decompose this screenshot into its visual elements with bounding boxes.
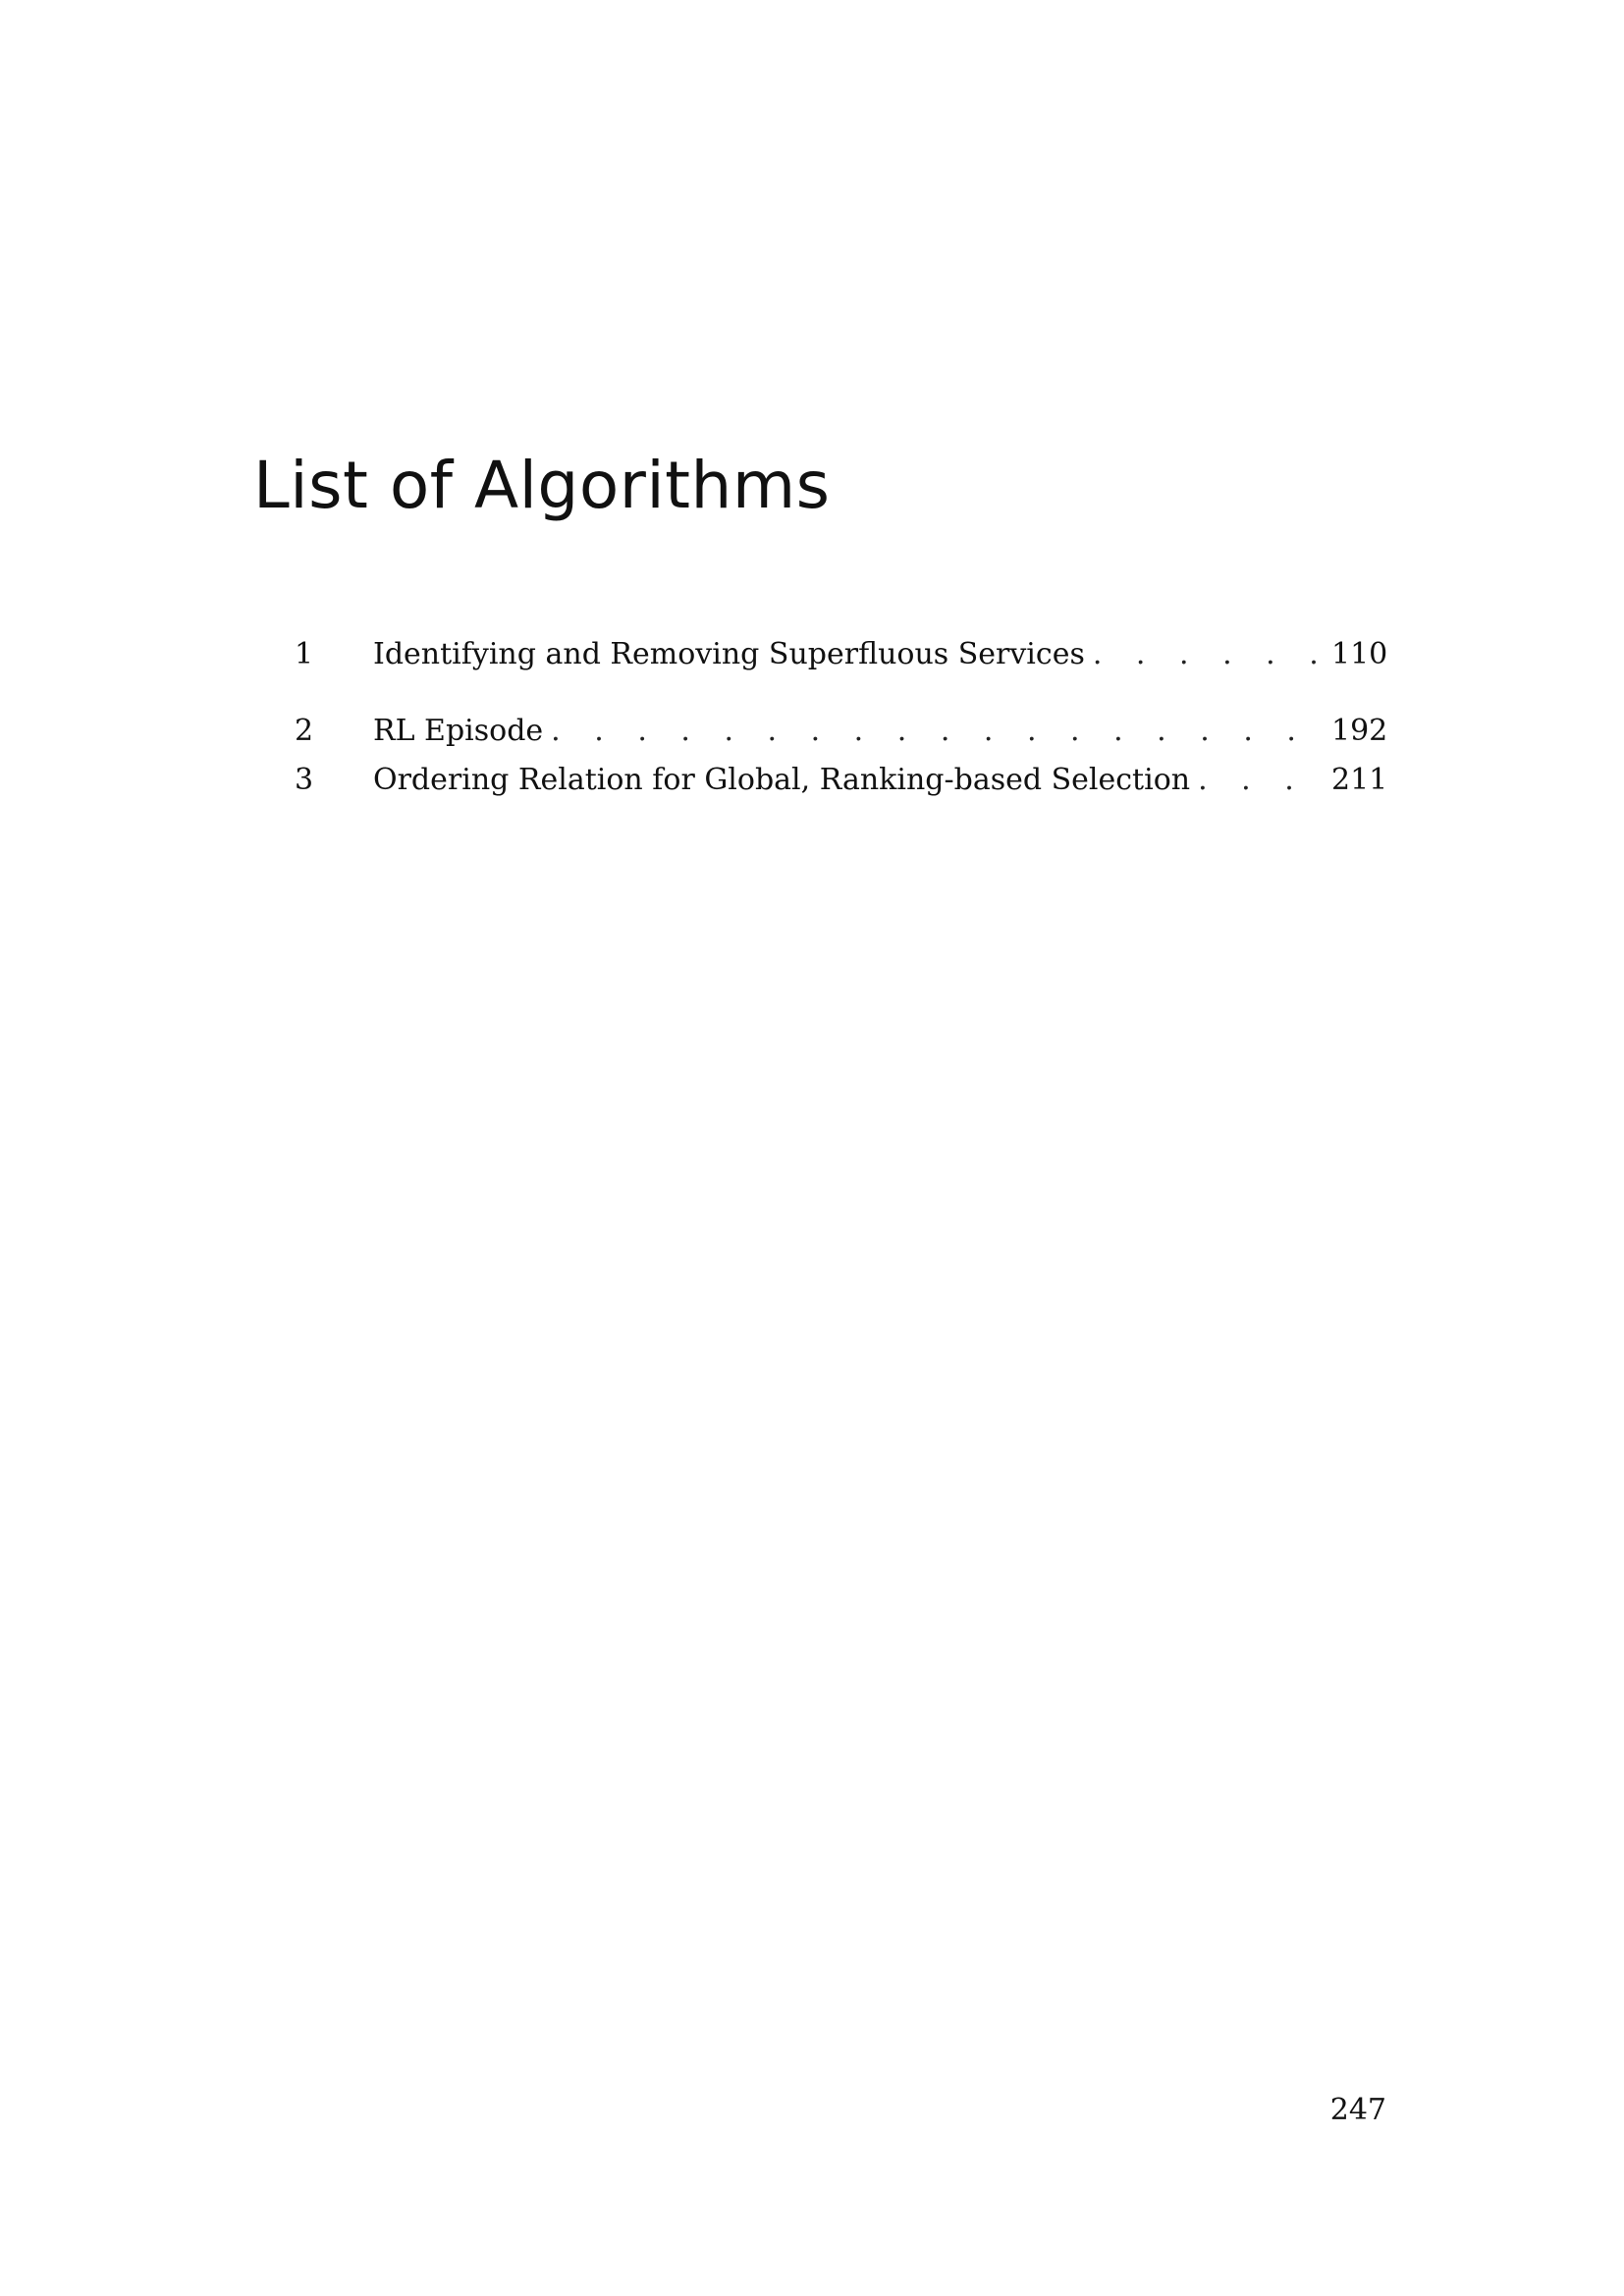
algorithm-page-number: 211: [1331, 763, 1388, 797]
algorithm-title: Ordering Relation for Global, Ranking-based Selection: [373, 763, 1191, 797]
algorithm-page-number: 110: [1331, 637, 1388, 671]
algorithm-list: [295, 633, 1386, 808]
algorithm-title: Identifying and Removing Superfluous Services: [373, 637, 1085, 671]
algorithm-title: RL Episode: [373, 714, 544, 748]
page-number: 247: [1329, 2093, 1386, 2127]
algorithm-number: 1: [295, 637, 314, 671]
algorithm-entry[interactable]: [295, 759, 1386, 808]
dot-leader: [1198, 759, 1322, 802]
algorithm-entry[interactable]: [295, 710, 1386, 759]
dot-leader: [1093, 633, 1322, 676]
algorithm-entry[interactable]: [295, 633, 1386, 682]
page-title: List of Algorithms: [253, 448, 831, 523]
algorithm-number: 2: [295, 714, 314, 748]
dot-leader: [551, 710, 1322, 753]
algorithm-number: 3: [295, 763, 314, 797]
algorithm-page-number: 192: [1331, 714, 1388, 748]
